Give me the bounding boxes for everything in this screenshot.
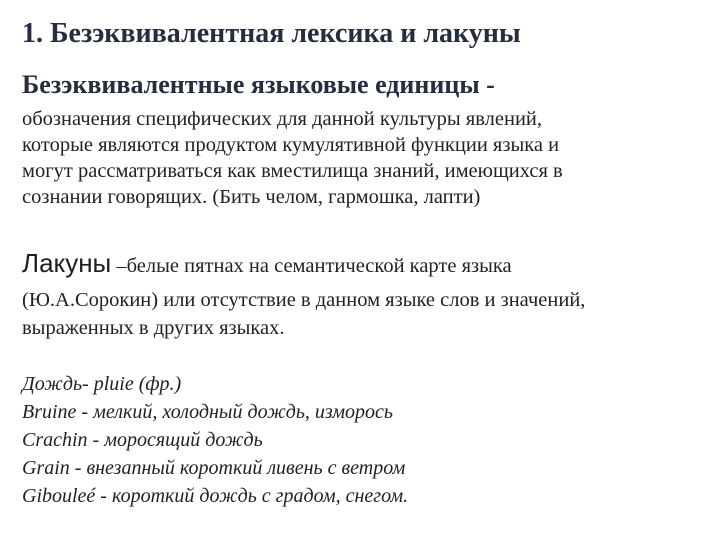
example-item: Grain - внезапный короткий ливень с ветром — [22, 457, 406, 479]
term-heading-non-equivalent-units: Безэквивалентные языковые единицы - — [22, 70, 495, 99]
examples-list — [22, 370, 712, 510]
lacuna-line: выраженных в других языках. — [22, 317, 285, 339]
slide-title: 1. Безэквивалентная лексика и лакуны — [22, 18, 521, 49]
lacuna-paragraph — [22, 245, 712, 342]
example-item: Giboulеé - короткий дождь с градом, снегом. — [22, 485, 409, 507]
example-item: Дождь- pluie (фр.) — [22, 373, 182, 395]
lacuna-line: (Ю.А.Сорокин) или отсутствие в данном языке слов и значений, — [22, 289, 586, 311]
definition-line: могут рассматриваться как вместилища знаний, имеющихся в — [22, 160, 563, 182]
example-item: Crachin - моросящий дождь — [22, 429, 263, 451]
example-item: Bruine - мелкий, холодный дождь, изморось — [22, 401, 393, 423]
definition-paragraph — [22, 106, 702, 210]
lacuna-first-line — [22, 245, 712, 286]
lacuna-dash: – — [111, 255, 127, 277]
lacuna-definition-start: белые пятнах на семантической карте языка — [126, 255, 512, 277]
definition-line: которые являются продуктом кумулятивной функции языка и — [22, 134, 560, 156]
definition-line: обозначения специфических для данной культуры явлений, — [22, 108, 543, 130]
lacuna-rest — [22, 286, 712, 342]
lacuna-term: Лакуны — [22, 248, 112, 278]
definition-line: сознании говорящих. (Бить челом, гармошка, лапти) — [22, 186, 481, 208]
